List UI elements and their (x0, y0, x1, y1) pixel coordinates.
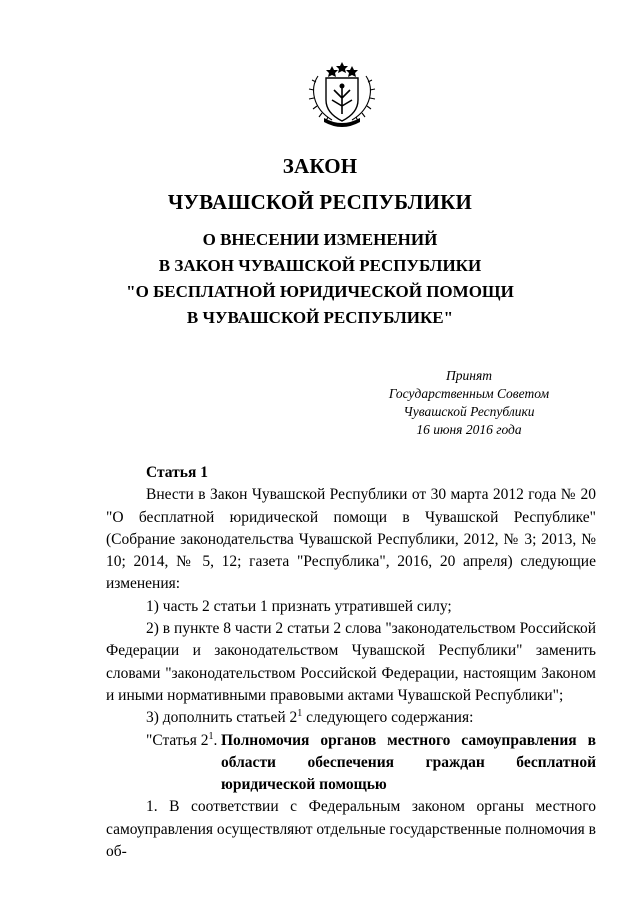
article-heading: Статья 1 (146, 464, 208, 481)
item-3-text: 3) дополнить статьей 2 (146, 709, 298, 727)
adoption-date: 16 июня 2016 года (416, 422, 522, 437)
adoption-line: Государственным Советом (388, 386, 550, 401)
paragraph-intro: Внести в Закон Чувашской Республики от 30 марта 2012 года № 20 "О бесплатной юридической помощи в Чувашской Республике" (Собрание законодательства Чувашской Республики, 2012, № 3; 2013, № 10; 2014, № 5, 12; газета "Республика", 2016, 20 апреля) следующие изменения: (106, 486, 596, 593)
law-subject (0, 227, 640, 331)
subject-line: "О БЕСПЛАТНОЙ ЮРИДИЧЕСКОЙ ПОМОЩИ (126, 282, 514, 301)
new-article-title: Полномочия органов местного самоуправления в области обеспечения граждан бесплатной юридической помощью (221, 731, 596, 794)
law-title (0, 148, 640, 220)
adoption-note (379, 367, 559, 439)
new-article-label-dot: . (213, 731, 218, 749)
superscript: 1 (208, 730, 214, 742)
superscript: 1 (297, 708, 303, 720)
law-title-line: ЧУВАШСКОЙ РЕСПУБЛИКИ (167, 190, 473, 214)
new-article-label (106, 730, 221, 797)
item-3-text-end: следующего содержания: (302, 709, 474, 727)
adoption-line: Принят (446, 368, 492, 383)
amendment-item-1: 1) часть 2 статьи 1 признать утратившей силу; (146, 597, 452, 615)
subject-line: В ЗАКОН ЧУВАШСКОЙ РЕСПУБЛИКИ (158, 256, 482, 275)
law-body (106, 462, 596, 863)
coat-of-arms-emblem (302, 58, 382, 128)
adoption-line: Чувашской Республики (403, 404, 535, 419)
amendment-item-3 (106, 707, 596, 729)
new-article-label-text: "Статья 2 (146, 731, 209, 749)
amendment-item-2: 2) в пункте 8 части 2 статьи 2 слова "законодательством Российской Федерации и законодательством Чувашской Республики" заменить словами "законодательством Российской Федерации, настоящим Законом и иными нормативными правовыми актами Чувашской Республики"; (106, 620, 596, 704)
law-title-line: ЗАКОН (282, 154, 358, 178)
new-article-paragraph-1: 1. В соответствии с Федеральным законом органы местного самоуправления осуществляют отдельные государственные полномочия в об- (106, 798, 596, 861)
subject-line: В ЧУВАШСКОЙ РЕСПУБЛИКЕ" (186, 308, 454, 327)
new-article (106, 730, 596, 797)
subject-line: О ВНЕСЕНИИ ИЗМЕНЕНИЙ (202, 230, 438, 249)
